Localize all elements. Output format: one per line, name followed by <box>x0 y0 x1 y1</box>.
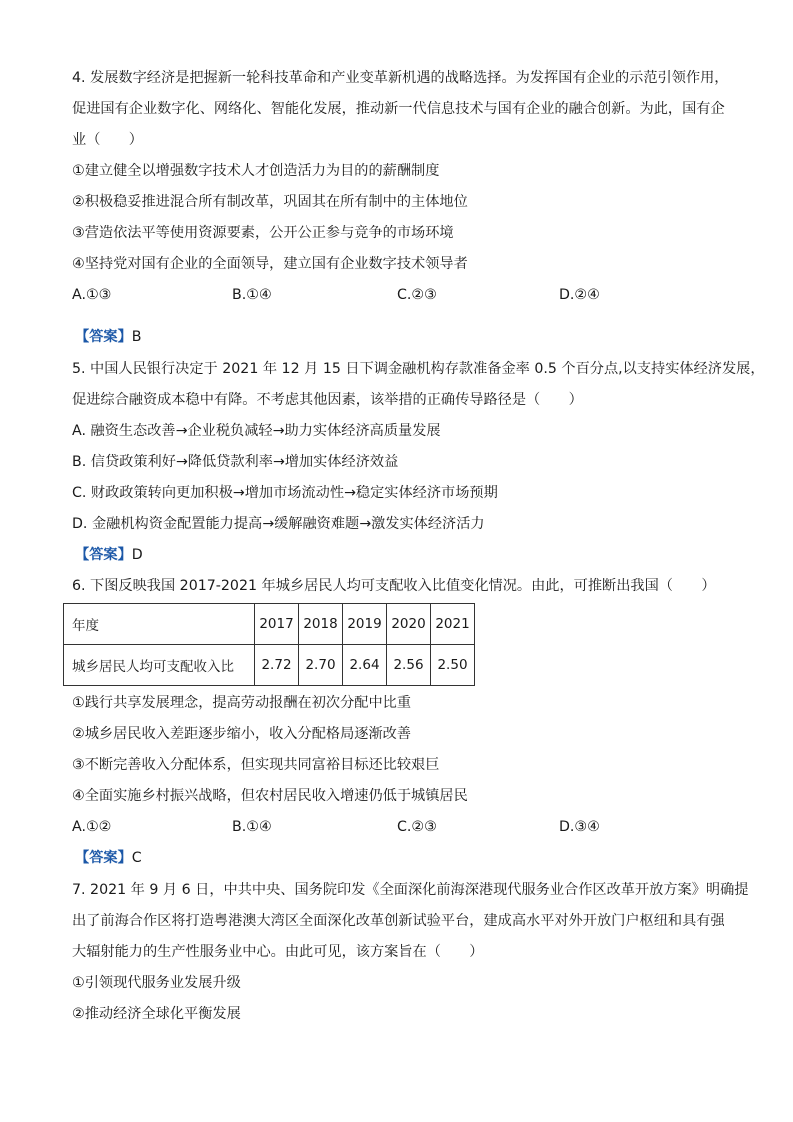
answer-tag: 【答案】 <box>75 850 132 866</box>
table-value-cell: 2.70 <box>299 645 343 686</box>
question-4-item-2: ②积极稳妥推进混合所有制改革，巩固其在所有制中的主体地位 <box>72 194 468 210</box>
question-5-option-d: D. 金融机构资金配置能力提高→缓解融资难题→激发实体经济活力 <box>72 516 485 532</box>
question-6-item-2: ②城乡居民收入差距逐步缩小，收入分配格局逐渐改善 <box>72 726 412 742</box>
question-4-options <box>72 285 732 305</box>
question-4-answer <box>75 327 142 347</box>
table-value-cell: 2.64 <box>343 645 387 686</box>
question-7-stem-line-3: 大辐射能力的生产性服务业中心。由此可见，该方案旨在（ ） <box>72 944 484 960</box>
question-4-item-3: ③营造依法平等使用资源要素，公开公正参与竞争的市场环境 <box>72 225 454 241</box>
answer-tag: 【答案】 <box>75 329 132 345</box>
answer-value: B <box>131 329 142 345</box>
question-6-option-c: C.②③ <box>397 819 437 835</box>
income-ratio-table <box>63 603 475 686</box>
answer-tag: 【答案】 <box>75 547 132 563</box>
table-year-cell: 2018 <box>299 604 343 645</box>
question-4-stem-line-2: 促进国有企业数字化、网络化、智能化发展，推动新一代信息技术与国有企业的融合创新。为此，国有企 <box>72 101 725 117</box>
question-6-answer <box>75 848 142 868</box>
answer-value: D <box>131 547 143 563</box>
question-4-option-a: A.①③ <box>72 287 112 303</box>
question-7-stem-line-2: 出了前海合作区将打造粤港澳大湾区全面深化改革创新试验平台，建成高水平对外开放门户枢纽和具有强 <box>72 913 725 929</box>
question-4-item-1: ①建立健全以增强数字技术人才创造活力为目的的薪酬制度 <box>72 163 440 179</box>
table-year-cell: 2021 <box>431 604 475 645</box>
question-6-option-b: B.①④ <box>232 819 272 835</box>
question-7-stem-line-1: 7. 2021 年 9 月 6 日，中共中央、国务院印发《全面深化前海深港现代服务业合作区改革开放方案》明确提 <box>72 882 749 898</box>
question-5-option-b: B. 信贷政策利好→降低贷款利率→增加实体经济效益 <box>72 454 399 470</box>
question-6-stem: 6. 下图反映我国 2017-2021 年城乡居民人均可支配收入比值变化情况。由此，可推断出我国（ ） <box>72 578 716 594</box>
table-row-label: 城乡居民人均可支配收入比 <box>64 645 255 686</box>
question-6-option-a: A.①② <box>72 819 112 835</box>
question-4-option-b: B.①④ <box>232 287 272 303</box>
table-header-row <box>64 604 475 645</box>
table-row <box>64 645 475 686</box>
question-4-stem-line-3: 业（ ） <box>72 132 143 148</box>
question-5-option-c: C. 财政政策转向更加积极→增加市场流动性→稳定实体经济市场预期 <box>72 485 498 501</box>
answer-value: C <box>131 850 142 866</box>
question-5-answer <box>75 545 143 565</box>
question-5-stem-line-2: 促进综合融资成本稳中有降。不考虑其他因素，该举措的正确传导路径是（ ） <box>72 392 583 408</box>
question-4-option-c: C.②③ <box>397 287 437 303</box>
table-year-cell: 2017 <box>255 604 299 645</box>
question-6-item-1: ①践行共享发展理念，提高劳动报酬在初次分配中比重 <box>72 695 412 711</box>
question-5-option-a: A. 融资生态改善→企业税负减轻→助力实体经济高质量发展 <box>72 423 441 439</box>
question-6-item-3: ③不断完善收入分配体系，但实现共同富裕目标还比较艰巨 <box>72 757 440 773</box>
table-year-cell: 2019 <box>343 604 387 645</box>
table-value-cell: 2.72 <box>255 645 299 686</box>
table-value-cell: 2.50 <box>431 645 475 686</box>
question-5-stem-line-1: 5. 中国人民银行决定于 2021 年 12 月 15 日下调金融机构存款准备金率 0.5 个百分点,以支持实体经济发展， <box>72 361 765 377</box>
question-7-item-2: ②推动经济全球化平衡发展 <box>72 1006 241 1022</box>
question-7-item-1: ①引领现代服务业发展升级 <box>72 975 241 991</box>
question-6-option-d: D.③④ <box>559 819 600 835</box>
question-6-item-4: ④全面实施乡村振兴战略，但农村居民收入增速仍低于城镇居民 <box>72 788 468 804</box>
table-year-cell: 2020 <box>387 604 431 645</box>
question-6-options <box>72 817 732 837</box>
question-4-item-4: ④坚持党对国有企业的全面领导，建立国有企业数字技术领导者 <box>72 256 468 272</box>
table-header-label: 年度 <box>64 604 255 645</box>
question-4-option-d: D.②④ <box>559 287 600 303</box>
table-value-cell: 2.56 <box>387 645 431 686</box>
question-4-stem-line-1: 4. 发展数字经济是把握新一轮科技革命和产业变革新机遇的战略选择。为发挥国有企业的示范引领作用， <box>72 70 729 86</box>
